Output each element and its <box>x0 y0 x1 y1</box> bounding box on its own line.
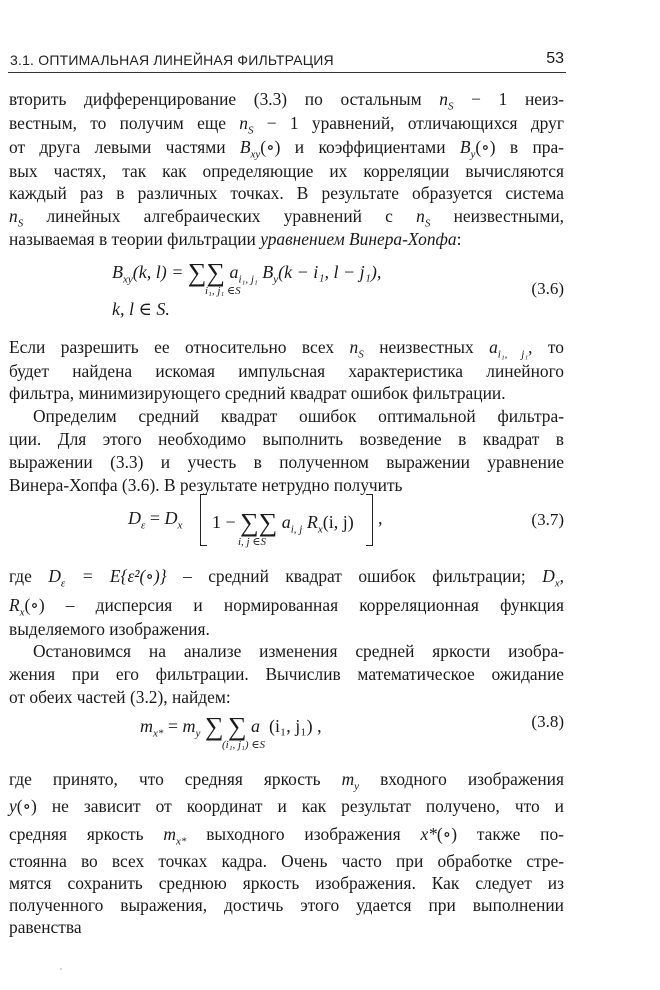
text-line: Определим средний квадрат ошибок оптимальной фильтра- <box>33 406 564 426</box>
text-line: средняя яркость $m_{x*}$ выходного изображения x*(∘) также по- <box>9 824 564 848</box>
term-wiener-hopf: уравнением Винера-Хопфа <box>260 229 457 249</box>
equation-condition: k, l ∈ S. <box>112 299 170 319</box>
text-line: стоянна во всех точках кадра. Очень часто при обработке стре- <box>9 851 564 871</box>
text-line: Винера-Хопфа (3.6). В результате нетрудно получить <box>9 475 403 495</box>
text-line: y(∘) не зависит от координат и как результат получено, что и <box>9 796 564 816</box>
math-xstar: x* <box>420 824 437 844</box>
math-n-s: $n_S$ <box>9 206 24 230</box>
text-line: где $D_\varepsilon$ = E{ε²(∘)} – средний квадрат ошибок фильтрации; $D_x$, <box>9 566 564 590</box>
scan-speck <box>60 968 62 970</box>
left-bracket <box>200 494 207 546</box>
text-line: мятся сохранить среднюю яркость изображения. Как следует из <box>9 873 564 893</box>
text-line: вестным, то получим еще $n_S - 1$ уравнений, отличающихся друг <box>9 113 564 137</box>
math-n-s: $n_S$ <box>349 337 364 361</box>
math-n-s: $n_S$ <box>439 89 454 113</box>
text-line: каждый раз в различных точках. В результате образуется система <box>9 183 564 203</box>
math-n-s: $n_S$ <box>416 206 431 230</box>
text-line: называемая в теории фильтрации уравнением Винера-Хопфа: <box>9 229 462 249</box>
math-rx: $R_x$ <box>9 595 25 619</box>
text-line: ции. Для этого необходимо выполнить возведение в квадрат в <box>9 429 564 449</box>
math-by: $B_y$ <box>459 137 476 161</box>
equation-number: (3.8) <box>531 712 564 731</box>
math-d-eps: $D_\varepsilon$ <box>48 566 66 590</box>
math-my: $m_y$ <box>341 769 360 793</box>
text-line: от обеих частей (3.2), найдем: <box>9 687 231 707</box>
text-line: выделяемого изображения. <box>9 619 210 639</box>
book-page: 3.1. ОПТИМАЛЬНАЯ ЛИНЕЙНАЯ ФИЛЬТРАЦИЯ 53 вторить дифференцирование (3.3) по остальным $n_S - 1$ неиз- вестным, то получим еще $n_S - 1$ уравнений, отличающихся друг от друга левыми частями $B_{xy}(\circ)$ и коэффициентами $B_y(\circ)$ в пра- вых частях, так как определяющие их корреляции вычисляются каждый раз в различных точках. В результате образуется система $n_S$ линейных алгебраических уравнений с $n_S$ неизвестными, называемая в теории фильтрации уравнением Винера-Хопфа: $B_{xy}(k$, l) = ∑∑ $a_{i_1, j_1}$ $B_y(k - i_1$, l − j₁), i₁, j₁ ∈S k, l ∈ S. (3.6) Если разрешить ее относительно всех $n_S$ неизвестных $a_{i_1, j_1}$, то будет найдена искомая импульсная характеристика линейного фильтра, минимизирующего средний квадрат ошибок фильтрации. Определим средний квадрат ошибок оптимальной фильтра- ции. Для этого необходимо выполнить возведение в квадрат в выражении (3.3) и учесть в полученном выражении уравнение Винера-Хопфа (3.6). В результате нетрудно получить $D_\varepsilon = D_x$ 1 − ∑∑ $a_{i, j}$ $R_x(i$, j) i, j ∈S , (3.7) где $D_\varepsilon$ = E{ε²(∘)} – средний квадрат ошибок фильтрации; $D_x$, $R_x(\circ)$ – дисперсия и нормированная корреляционная функция выделяемого изображения. Остановимся на анализе изменения средней яркости изобра- жения при его фильтрации. Вычислив математическое ожидание от обеих частей (3.2), найдем: $m_{x*} = m_y$ ∑ ∑ a (i₁, j₁) , (i₁, j₁) ∈S (3.8) где принято, что средняя яркость $m_y$ входного изображения y(∘) не зависит от координат и как результат получено, что и средняя яркость $m_{x*}$ выходного изображения x*(∘) также по- стоянна во всех точках кадра. Очень часто при обработке стре- мятся сохранить среднюю яркость изображения. Как следует из полученного выражения, достичь этого удается при выполнении равенства <box>0 0 660 990</box>
text-line: жения при его фильтрации. Вычислив математическое ожидание <box>9 664 564 684</box>
math-n-s: $n_S$ <box>239 113 254 137</box>
math-y: y <box>9 796 17 816</box>
math-bxy: $B_{xy}$ <box>239 137 261 161</box>
math-dx: $D_x$ <box>542 566 560 590</box>
running-header: 3.1. ОПТИМАЛЬНАЯ ЛИНЕЙНАЯ ФИЛЬТРАЦИЯ <box>10 52 334 68</box>
text-line: вых частях, так как определяющие их корреляции вычисляются <box>9 161 564 181</box>
text-line: равенства <box>9 917 82 937</box>
text-line: $n_S$ линейных алгебраических уравнений с $n_S$ неизвестными, <box>9 206 565 230</box>
sum-index: i₁, j₁ ∈S <box>205 285 241 297</box>
text-line: вторить дифференцирование (3.3) по остальным $n_S - 1$ неиз- <box>9 89 564 113</box>
text-line: $R_x(\circ)$ – дисперсия и нормированная корреляционная функция <box>9 595 564 619</box>
text-line: от друга левыми частями $B_{xy}(\circ)$ и коэффициентами $B_y(\circ)$ в пра- <box>9 137 564 161</box>
math-mxstar: $m_{x*}$ <box>163 824 187 848</box>
text-line: полученного выражения, достичь этого удается при выполнении <box>9 895 564 915</box>
equation-number: (3.7) <box>531 510 564 529</box>
text-line: фильтра, минимизирующего средний квадрат ошибок фильтрации. <box>9 383 506 403</box>
text-line: выражении (3.3) и учесть в полученном выражении уравнение <box>9 452 564 472</box>
header-rule <box>8 72 566 73</box>
text-line: Если разрешить ее относительно всех $n_S$ неизвестных $a_{i_1, j_1}$, то <box>9 337 565 361</box>
sum-index: (i₁, j₁) ∈S <box>222 739 265 751</box>
sum-index: i, j ∈S <box>238 536 267 548</box>
page-number: 53 <box>546 50 564 67</box>
text-line: Остановимся на анализе изменения средней яркости изобра- <box>33 641 564 661</box>
text-line: где принято, что средняя яркость $m_y$ входного изображения <box>9 769 564 793</box>
text-line: будет найдена искомая импульсная характеристика линейного <box>9 361 564 381</box>
right-bracket <box>366 494 373 546</box>
math-a-i1j1: $a_{i_1, j_1}$ <box>489 337 529 361</box>
equation-number: (3.6) <box>531 279 564 298</box>
